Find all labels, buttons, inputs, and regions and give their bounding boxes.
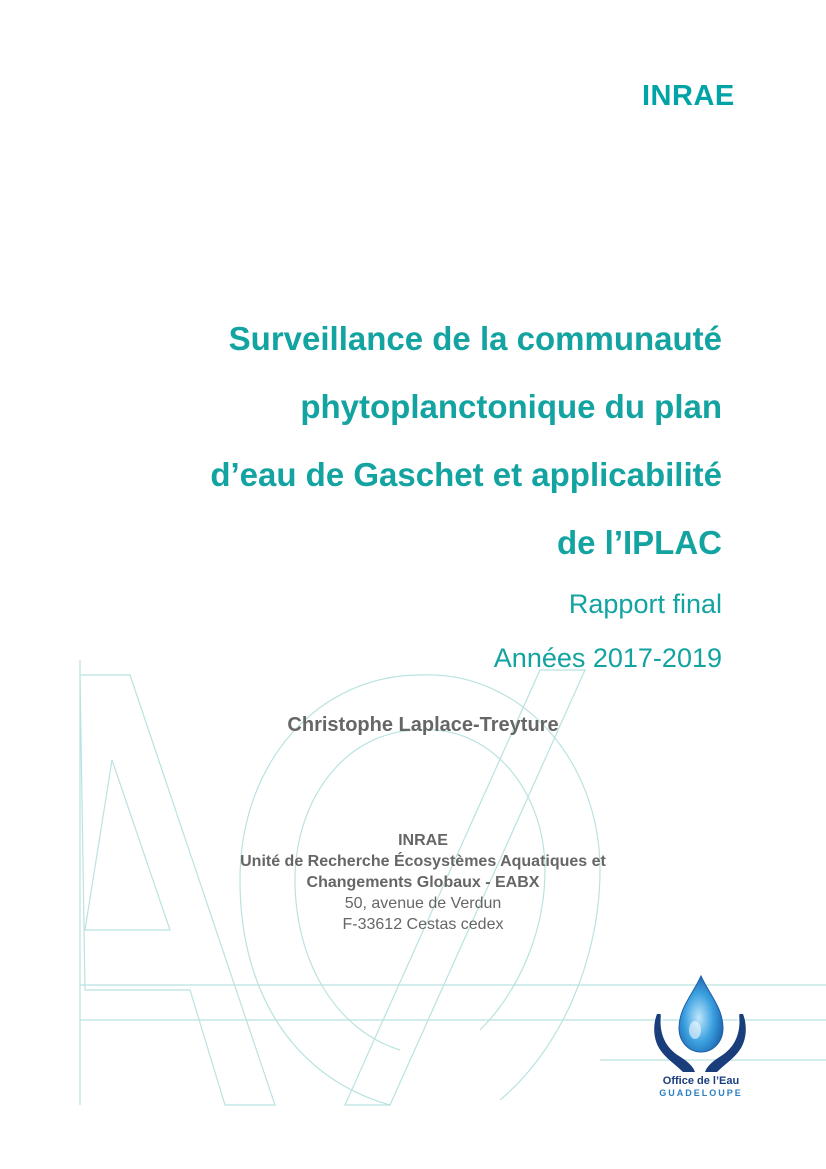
institution-name: INRAE bbox=[398, 832, 448, 849]
report-years: Années 2017-2019 bbox=[493, 643, 722, 673]
report-type: Rapport final bbox=[568, 589, 722, 619]
street-address: 50, avenue de Verdun bbox=[344, 895, 502, 912]
institution-address bbox=[0, 830, 826, 935]
unit-line-1: Unité de Recherche Écosystèmes Aquatiques et bbox=[240, 853, 606, 870]
author-name: Christophe Laplace-Treyture bbox=[287, 714, 559, 736]
city-address: F-33612 Cestas cedex bbox=[342, 916, 504, 933]
title-line-4: de l’IPLAC bbox=[556, 524, 722, 561]
title-line-2: phytoplanctonique du plan bbox=[300, 388, 722, 425]
partner-logo-region: GUADELOUPE bbox=[659, 1088, 743, 1098]
partner-logo-name: Office de l’Eau bbox=[662, 1075, 740, 1087]
unit-line-2: Changements Globaux - EABX bbox=[306, 874, 540, 891]
title-line-3: d’eau de Gaschet et applicabilité bbox=[210, 456, 722, 493]
title-block bbox=[82, 305, 722, 685]
title-line-1: Surveillance de la communauté bbox=[228, 320, 722, 357]
inrae-logo: INRAE bbox=[642, 80, 735, 112]
